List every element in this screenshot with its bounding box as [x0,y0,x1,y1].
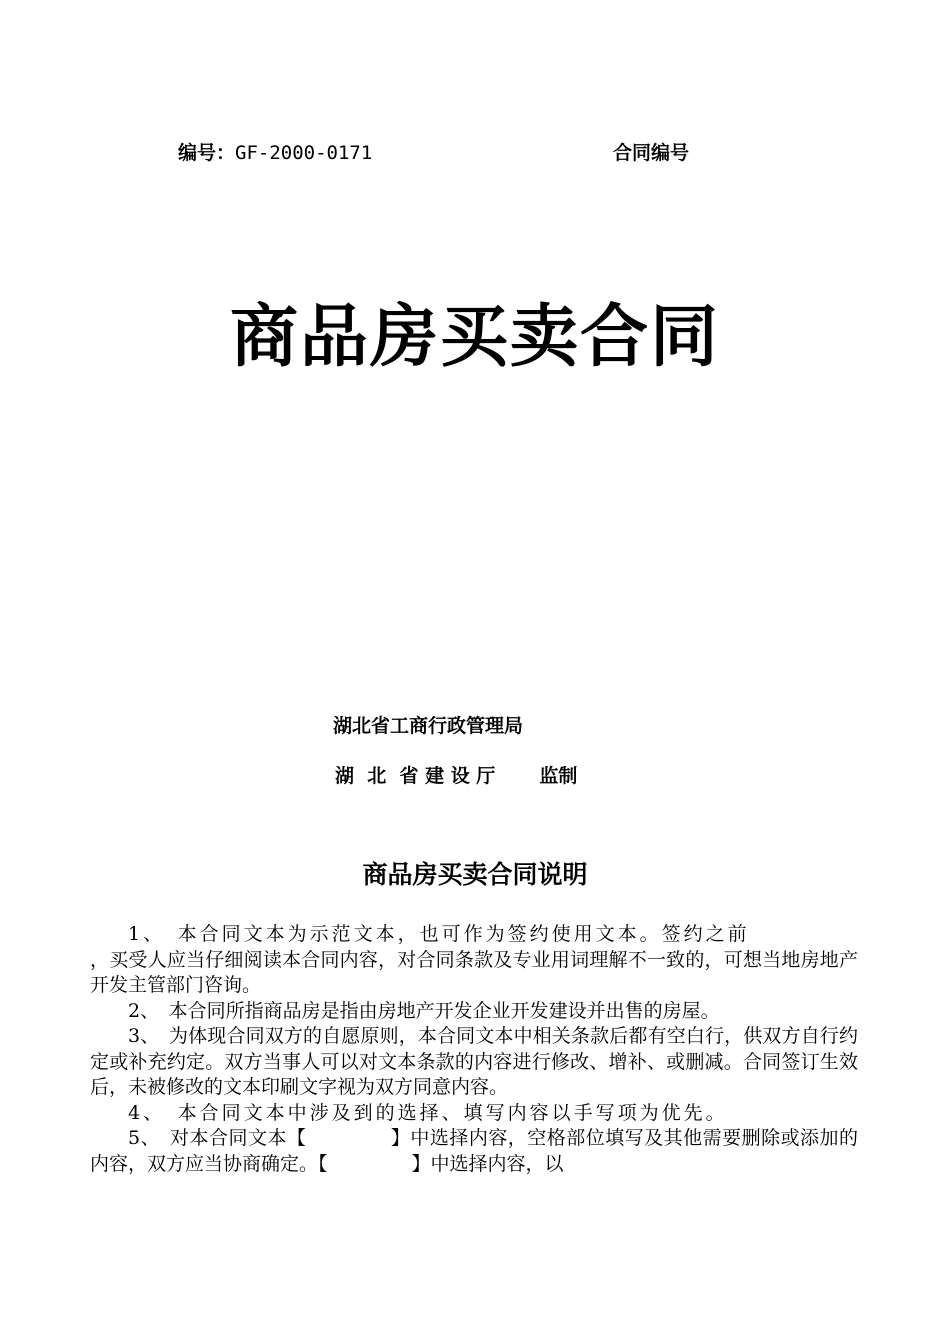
document-title: 商品房买卖合同 [229,297,720,377]
standard-number-label: 编号： [178,142,236,164]
supervise-label: 监制 [539,765,578,787]
instruction-5 [90,1126,858,1177]
issuing-authority-2-name: 湖 北 省 建 设 厅 [335,765,496,787]
instruction-2: 2、 本合同所指商品房是指由房地产开发企业开发建设并出售的房屋。 [128,999,720,1022]
instruction-5-part-b: 】中选择内容，空格部位填写及其他需要删除或添加的内容，双方应当协商确定。【 [90,1127,858,1175]
instruction-5-part-a: 5、 对本合同文本【 [128,1127,307,1149]
instruction-3: 3、 为体现合同双方的自愿原则，本合同文本中相关条款后都有空白行，供双方自行约定或补充约定。双方当事人可以对文本条款的内容进行修改、增补、或删减。合同签订生效后，未被修改的文本印刷文字视为双方同意内容。 [90,1025,858,1098]
instruction-5-part-c: 】中选择内容，以 [411,1152,564,1175]
standard-number-value: GF-2000-0171 [235,142,373,164]
instruction-4: 4、 本合同文本中涉及到的选择、填写内容以手写项为优先。 [128,1101,728,1124]
instruction-1-lead: 1、 本合同文本为示范文本，也可作为签约使用文本。签约之前 [128,923,750,945]
issuing-authority-2 [335,761,577,788]
standard-number [178,138,372,165]
issuing-authority-1: 湖北省工商行政管理局 [333,715,524,737]
instruction-1-rest: ，买受人应当仔细阅读本合同内容，对合同条款及专业用词理解不一致的，可想当地房地产开发主管部门咨询。 [90,948,858,996]
contract-number-label: 合同编号 [613,142,690,164]
instructions-body [90,922,858,1177]
instructions-title: 商品房买卖合同说明 [362,860,588,889]
